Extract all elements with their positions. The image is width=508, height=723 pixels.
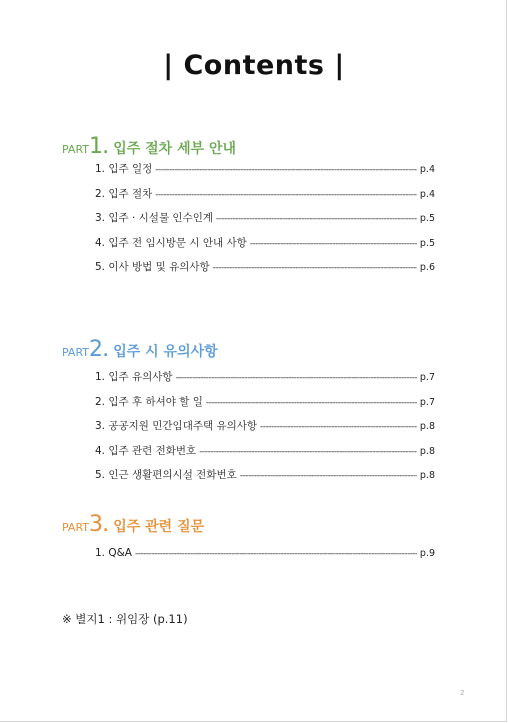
part-3-toc <box>95 547 435 572</box>
toc-entry[interactable] <box>95 467 435 492</box>
part-2-number: 2 <box>89 337 104 362</box>
dot-leader <box>199 447 417 457</box>
toc-entry[interactable] <box>95 369 435 394</box>
toc-entry[interactable] <box>95 161 435 186</box>
toc-entry[interactable] <box>95 186 435 211</box>
toc-entry-label: 2. 입주 후 하셔야 할 일 <box>95 395 203 408</box>
part-3-title: . 입주 관련 질문 <box>103 519 205 535</box>
toc-entry-page: p.8 <box>419 445 435 457</box>
part-1-toc <box>95 161 435 284</box>
toc-entry-label: 1. Q&A <box>95 547 132 559</box>
part-3-number: 3 <box>89 512 104 537</box>
toc-entry[interactable] <box>95 259 435 284</box>
part-2-toc <box>95 369 435 492</box>
dot-leader <box>240 471 417 481</box>
toc-entry-page: p.4 <box>419 164 435 175</box>
part-2-heading <box>62 337 218 362</box>
toc-entry[interactable] <box>95 443 435 468</box>
toc-entry[interactable] <box>95 210 435 235</box>
part-2-prefix: PART <box>62 346 90 359</box>
dot-leader <box>250 239 417 249</box>
part-3-heading <box>62 512 204 537</box>
toc-entry-page: p.8 <box>419 470 435 482</box>
toc-entry-page: p.5 <box>419 213 435 225</box>
dot-leader <box>176 373 417 383</box>
toc-entry-label: 3. 입주 · 시설물 인수인계 <box>95 212 213 225</box>
dot-leader <box>213 263 417 273</box>
toc-entry-label: 5. 인근 생활편의시설 전화번호 <box>95 469 237 482</box>
dot-leader <box>260 422 417 432</box>
annex-note: ※ 별지1 : 위임장 (p.11) <box>62 612 188 626</box>
toc-entry-page: p.7 <box>419 372 435 383</box>
toc-entry-label: 2. 입주 절차 <box>95 187 153 200</box>
toc-entry-label: 1. 입주 유의사항 <box>95 371 173 383</box>
part-2-title: . 입주 시 유의사항 <box>103 344 218 360</box>
toc-entry-page: p.6 <box>419 262 435 274</box>
toc-entry-label: 3. 공공지원 민간임대주택 유의사항 <box>95 420 258 433</box>
toc-entry-page: p.4 <box>419 188 435 200</box>
part-1-heading <box>62 134 236 159</box>
toc-entry-label: 1. 입주 일정 <box>95 163 153 175</box>
toc-entry-label: 5. 이사 방법 및 유의사항 <box>95 261 210 274</box>
dot-leader <box>206 398 417 408</box>
part-3-prefix: PART <box>62 521 90 534</box>
part-1-title: . 입주 절차 세부 안내 <box>103 141 237 157</box>
toc-entry-page: p.7 <box>419 396 435 408</box>
part-1-prefix: PART <box>62 143 90 156</box>
toc-entry[interactable] <box>95 547 435 572</box>
toc-entry-label: 4. 입주 관련 전화번호 <box>95 444 197 457</box>
dot-leader <box>216 214 417 224</box>
toc-entry[interactable] <box>95 235 435 260</box>
toc-entry-page: p.9 <box>419 548 435 559</box>
dot-leader <box>135 549 417 559</box>
toc-entry[interactable] <box>95 394 435 419</box>
dot-leader <box>155 190 417 200</box>
page-title: | Contents | <box>163 50 345 82</box>
toc-entry[interactable] <box>95 418 435 443</box>
toc-entry-page: p.8 <box>419 421 435 433</box>
part-1-number: 1 <box>89 134 104 159</box>
page-number: 2 <box>460 689 465 697</box>
dot-leader <box>155 165 417 175</box>
toc-entry-page: p.5 <box>419 237 435 249</box>
toc-entry-label: 4. 입주 전 임시방문 시 안내 사항 <box>95 236 247 249</box>
